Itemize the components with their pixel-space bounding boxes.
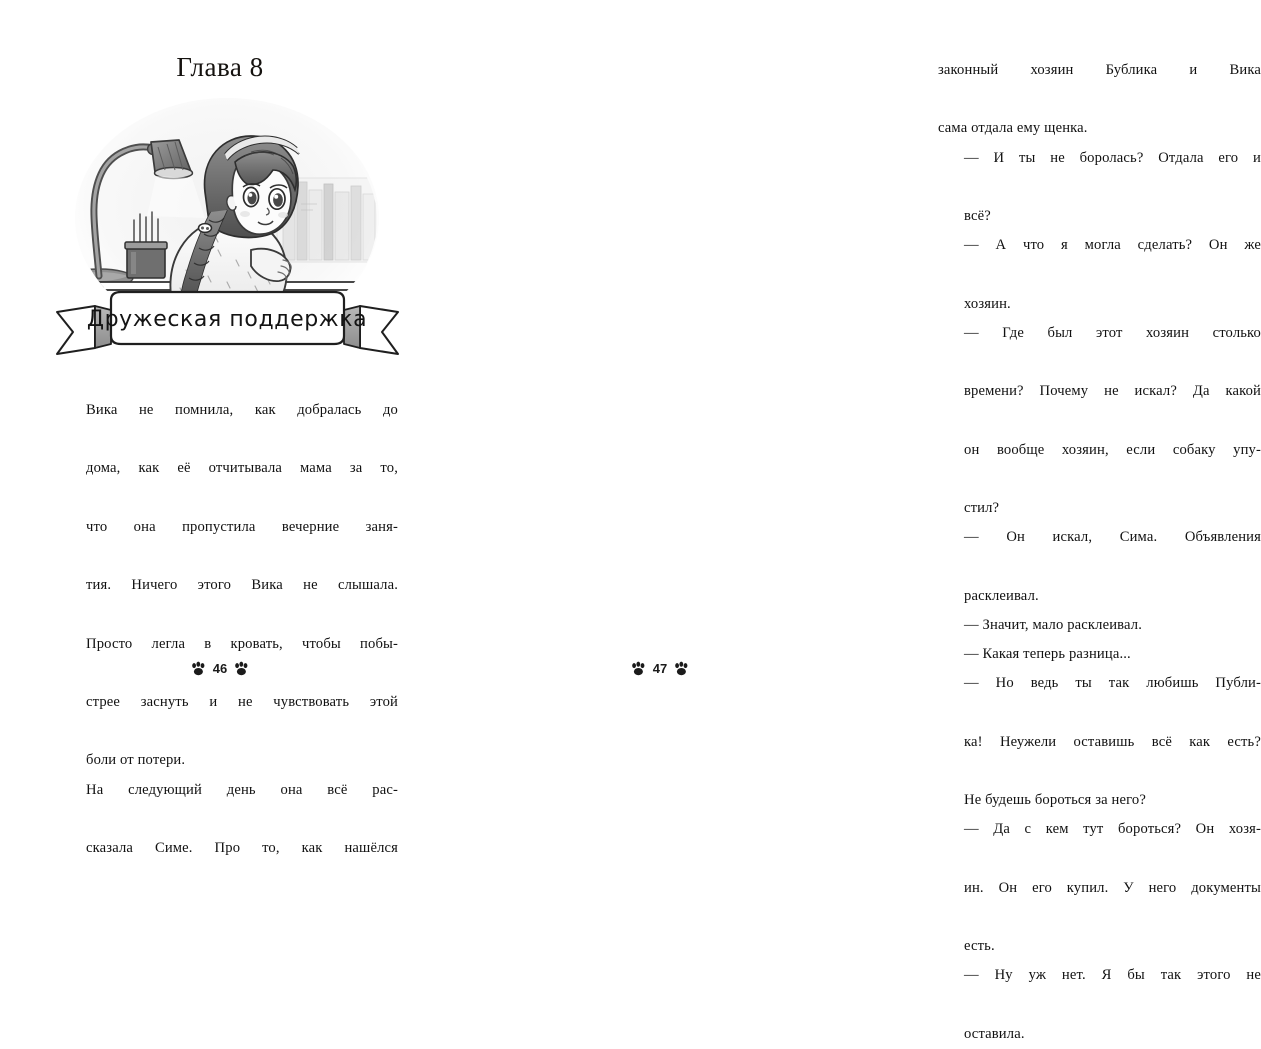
paw-print-icon bbox=[234, 662, 249, 676]
text-line: ка! Неужели оставишь всё как есть? bbox=[964, 733, 1261, 750]
text-line: ин. Он его купил. У него документы bbox=[964, 879, 1261, 896]
text-line: боли от потери. bbox=[86, 752, 186, 769]
paragraph bbox=[938, 231, 1261, 319]
text-line: есть. bbox=[964, 938, 995, 955]
text-line: что она пропустила вечерние заня- bbox=[86, 518, 398, 535]
paw-print-icon bbox=[674, 662, 689, 676]
text-line: хозяин. bbox=[964, 295, 1011, 312]
text-line: тия. Ничего этого Вика не слышала. bbox=[86, 577, 398, 594]
text-line: — Где был этот хозяин столько bbox=[964, 324, 1261, 341]
text-line: он вообще хозяин, если собаку упу- bbox=[964, 441, 1261, 458]
illustration-svg bbox=[55, 100, 400, 355]
text-line: Вика не помнила, как добралась до bbox=[86, 402, 398, 418]
page-number: 47 bbox=[652, 661, 668, 676]
paragraph bbox=[938, 961, 1261, 1049]
ribbon-banner bbox=[57, 292, 398, 354]
text-line: сама отдала ему щенка. bbox=[938, 120, 1088, 137]
paragraph bbox=[938, 144, 1261, 232]
chapter-title: Глава 8 bbox=[176, 52, 264, 82]
text-line: оставила. bbox=[964, 1025, 1025, 1042]
paw-print-icon bbox=[191, 662, 206, 676]
paragraph bbox=[938, 815, 1261, 961]
text-line: — Ну уж нет. Я бы так этого не bbox=[964, 967, 1261, 984]
page-number: 46 bbox=[212, 661, 228, 676]
paragraph bbox=[60, 396, 398, 776]
eye-left bbox=[244, 187, 259, 206]
text-line: законный хозяин Бублика и Вика bbox=[938, 62, 1261, 78]
paragraph bbox=[938, 56, 1261, 144]
right-page bbox=[440, 0, 1261, 1042]
right-page-folio bbox=[440, 662, 880, 676]
left-page-body bbox=[60, 396, 398, 892]
text-line: Просто легла в кровать, чтобы побы- bbox=[86, 635, 398, 652]
paragraph bbox=[938, 523, 1261, 611]
left-page-folio bbox=[0, 662, 440, 676]
text-line: стрее заснуть и не чувствовать этой bbox=[86, 694, 398, 711]
text-line: дома, как её отчитывала мама за то, bbox=[86, 460, 398, 477]
text-line: — Но ведь ты так любишь Публи- bbox=[964, 675, 1261, 692]
eye-right bbox=[269, 189, 285, 209]
text-line: времени? Почему не искал? Да какой bbox=[964, 383, 1261, 400]
chapter-illustration bbox=[55, 100, 400, 355]
text-line: сказала Симе. Про то, как нашёлся bbox=[86, 840, 398, 857]
paragraph bbox=[938, 611, 1261, 640]
text-line: — И ты не боролась? Отдала его и bbox=[964, 149, 1261, 166]
paragraph bbox=[938, 319, 1261, 523]
text-line: стил? bbox=[964, 500, 1000, 517]
right-page-body bbox=[938, 56, 1261, 1049]
paragraph bbox=[938, 669, 1261, 815]
text-line: — Значит, мало расклеивал. bbox=[964, 616, 1142, 633]
text-line: расклеивал. bbox=[964, 587, 1039, 604]
text-line: Не будешь бороться за него? bbox=[964, 792, 1146, 809]
hair-tie bbox=[199, 224, 212, 233]
text-line: всё? bbox=[964, 208, 991, 225]
text-line: — Он искал, Сима. Объявления bbox=[964, 529, 1261, 546]
paragraph bbox=[60, 776, 398, 893]
text-line: — А что я могла сделать? Он же bbox=[964, 237, 1261, 254]
banner-caption-text: Дружеская поддержка bbox=[86, 307, 368, 332]
text-line: — Какая теперь разница... bbox=[964, 646, 1131, 663]
paw-print-icon bbox=[631, 662, 646, 676]
paragraph bbox=[938, 640, 1261, 669]
text-line: — Да с кем тут бороться? Он хозя- bbox=[964, 821, 1261, 838]
text-line: На следующий день она всё рас- bbox=[86, 781, 398, 798]
left-page bbox=[0, 0, 440, 857]
